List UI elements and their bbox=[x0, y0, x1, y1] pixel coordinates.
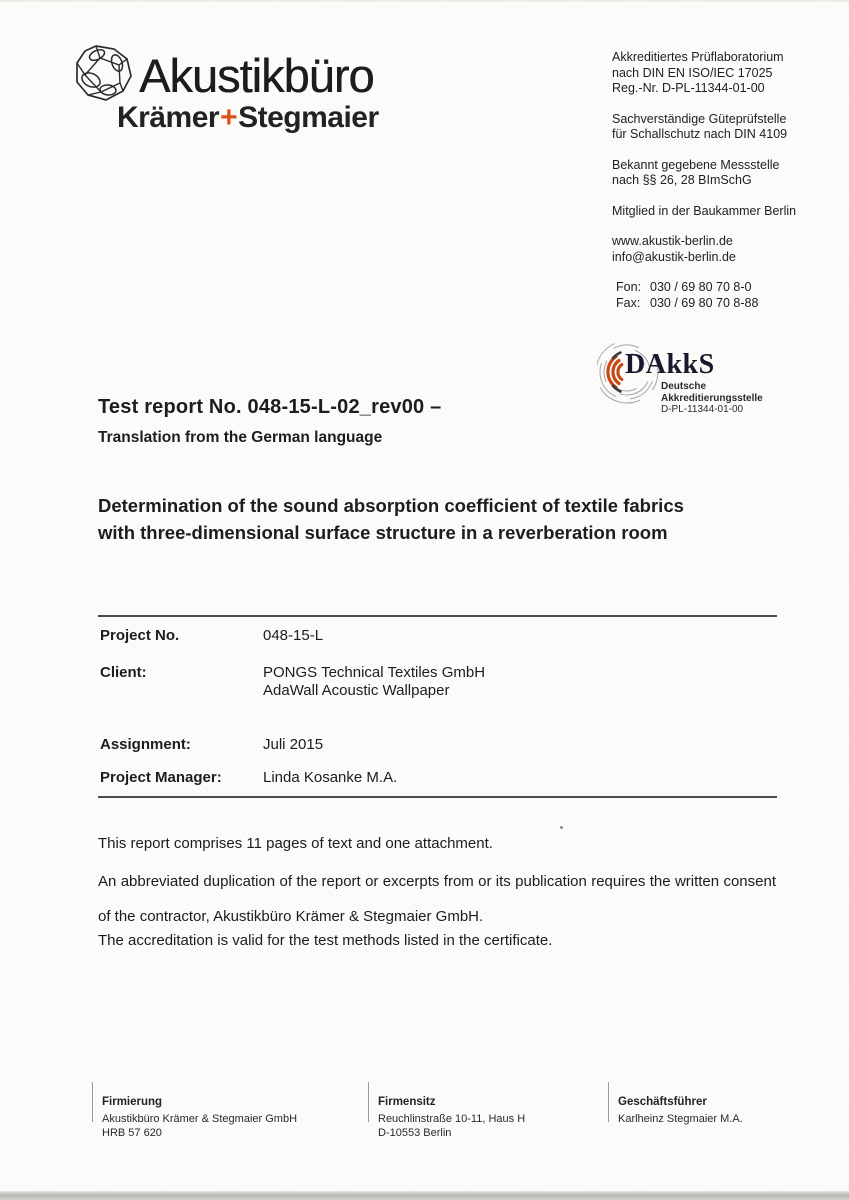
fon-label: Fon: bbox=[616, 280, 642, 294]
row-label: Project Manager: bbox=[100, 769, 222, 786]
footer-line: D-10553 Berlin bbox=[378, 1126, 452, 1139]
row-value: Juli 2015 bbox=[263, 736, 324, 753]
row-value: Linda Kosanke M.A. bbox=[263, 769, 398, 786]
body-paragraph-pages: This report comprises 11 pages of text and one attachment. bbox=[98, 835, 493, 852]
fon-number: 030 / 69 80 70 8-0 bbox=[650, 280, 752, 294]
company-logo bbox=[55, 42, 475, 142]
dakks-accreditation-mark bbox=[597, 338, 797, 418]
logo-name-kraemer: Krämer bbox=[117, 101, 220, 134]
scan-artifact-dot bbox=[560, 826, 563, 829]
credential-line: Mitglied in der Baukammer Berlin bbox=[612, 203, 797, 218]
credential-line: Akkreditiertes Prüflaboratorium bbox=[612, 50, 784, 64]
footer-line: Reuchlinstraße 10-11, Haus H bbox=[378, 1113, 526, 1125]
logo-name-stegmaier: Stegmaier bbox=[238, 101, 379, 134]
contact-web-email bbox=[612, 234, 844, 265]
fax-label: Fax: bbox=[616, 295, 641, 310]
table-row-assignment bbox=[100, 736, 777, 754]
dodecahedron-icon bbox=[75, 45, 135, 106]
footer-title: Firmensitz bbox=[378, 1096, 436, 1108]
credential-line: Sachverständige Güteprüfstelle bbox=[612, 111, 787, 126]
report-main-title bbox=[98, 492, 778, 546]
credential-line: für Schallschutz nach DIN 4109 bbox=[612, 127, 788, 141]
fon-row bbox=[612, 280, 844, 296]
dakks-caption-line: Akkreditierungsstelle bbox=[661, 392, 763, 404]
credential-baukammer bbox=[612, 204, 844, 220]
scan-edge-bottom bbox=[0, 1191, 849, 1200]
report-number-title: Test report No. 048-15-L-02_rev00 – bbox=[98, 396, 442, 418]
footer-line: Karlheinz Stegmaier M.A. bbox=[618, 1113, 743, 1125]
fax-row bbox=[612, 296, 844, 312]
dakks-wordmark: DAkkS bbox=[625, 349, 715, 380]
table-row-project-no bbox=[100, 627, 777, 645]
footer-column-firmensitz bbox=[368, 1082, 525, 1140]
website-text: www.akustik-berlin.de bbox=[612, 234, 733, 248]
logo-plus-sign: + bbox=[220, 101, 238, 134]
credential-accreditation bbox=[612, 50, 844, 97]
credential-line: nach DIN EN ISO/IEC 17025 bbox=[612, 65, 773, 80]
body-paragraph-copyright: An abbreviated duplication of the report or excerpts from or its publication requires the written consent of the contractor, Akustikbüro Krämer & Stegmaier GmbH. bbox=[98, 873, 776, 925]
footer-column-firmierung bbox=[92, 1082, 297, 1140]
scan-edge-left bbox=[0, 0, 3, 1200]
main-title-line2: with three-dimensional surface structure in a reverberation room bbox=[98, 522, 668, 543]
scan-edge-top bbox=[0, 0, 849, 2]
logo-wordmark-kraemer-stegmaier bbox=[117, 103, 379, 133]
credential-line: Bekannt gegebene Messstelle bbox=[612, 157, 780, 172]
project-details-table bbox=[98, 615, 777, 798]
logo-wordmark-akustikbuero: Akustikbüro bbox=[139, 49, 374, 102]
credential-messstelle bbox=[612, 158, 844, 189]
credential-line: nach §§ 26, 28 BImSchG bbox=[612, 173, 752, 187]
fax-number: 030 / 69 80 70 8-88 bbox=[650, 295, 759, 310]
footer-line: HRB 57 620 bbox=[102, 1126, 162, 1139]
footer-line: Akustikbüro Krämer & Stegmaier GmbH bbox=[102, 1113, 298, 1125]
dakks-registration-number: D-PL-11344-01-00 bbox=[661, 404, 744, 415]
client-line1: PONGS Technical Textiles GmbH bbox=[263, 664, 486, 681]
credential-gueteprufstelle bbox=[612, 112, 844, 143]
table-row-client bbox=[100, 664, 777, 700]
row-label: Assignment: bbox=[100, 736, 191, 753]
footer-title: Firmierung bbox=[102, 1096, 163, 1108]
report-subtitle: Translation from the German language bbox=[98, 429, 383, 446]
footer-title: Geschäftsführer bbox=[618, 1096, 707, 1108]
dakks-caption-line: Deutsche bbox=[661, 381, 707, 392]
client-line2: AdaWall Acoustic Wallpaper bbox=[263, 682, 450, 699]
row-value bbox=[263, 664, 485, 700]
row-label: Project No. bbox=[100, 627, 180, 644]
contact-phone-block bbox=[612, 280, 844, 311]
body-paragraph-accreditation: The accreditation is valid for the test methods listed in the certificate. bbox=[98, 932, 553, 949]
footer-column-geschaeftsfuehrer bbox=[608, 1082, 743, 1127]
dakks-caption bbox=[661, 381, 763, 416]
credential-line: Reg.-Nr. D-PL-11344-01-00 bbox=[612, 81, 765, 95]
email-text: info@akustik-berlin.de bbox=[612, 249, 736, 264]
credentials-column bbox=[612, 50, 844, 326]
main-title-line1: Determination of the sound absorption coefficient of textile fabrics bbox=[98, 495, 684, 516]
row-label: Client: bbox=[100, 664, 147, 681]
row-value: 048-15-L bbox=[263, 627, 324, 644]
table-row-project-manager bbox=[100, 769, 777, 787]
